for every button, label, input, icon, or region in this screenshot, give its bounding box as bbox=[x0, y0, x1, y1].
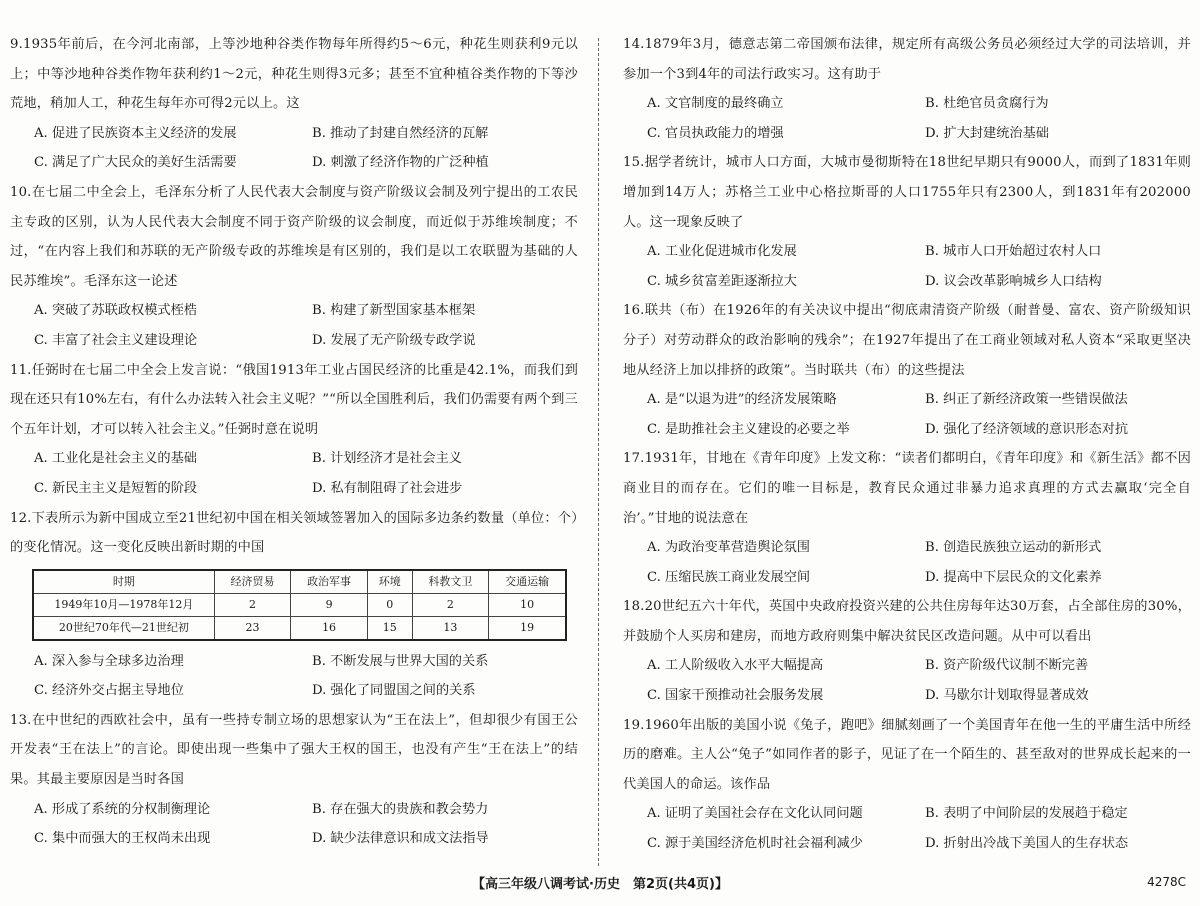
option-c: C. 源于美国经济危机时社会福利减少 bbox=[647, 836, 863, 852]
table-header: 经济贸易 bbox=[214, 570, 291, 594]
question-stem: 11.任弼时在七届二中全会上发言说：“俄国1913年工业占国民经济的比重是42.1%，而我们到现在还只有10%左右，有什么办法转入社会主义呢？”“所以全国胜利后，我们仍需要有两个到三个五年计划，才可以转入社会主义。”任弼时意在说明 bbox=[10, 362, 578, 437]
question-10 bbox=[10, 178, 578, 356]
table-header: 交通运输 bbox=[489, 570, 566, 594]
option-d: D. 提高中下层民众的文化素养 bbox=[925, 569, 1102, 585]
option-c: C. 官员执政能力的增强 bbox=[647, 125, 784, 141]
question-stem: 18.20世纪五六十年代，英国中央政府投资兴建的公共住房每年达30万套，占全部住房的30%，并鼓励个人买房和建房，而地方政府则集中解决贫民区改造问题。从中可以看出 bbox=[623, 599, 1191, 644]
option-a: A. 文官制度的最终确立 bbox=[647, 96, 784, 112]
table-cell: 15 bbox=[367, 616, 412, 640]
table-cell: 16 bbox=[291, 616, 368, 640]
question-stem: 15.据学者统计，城市人口方面，大城市曼彻斯特在18世纪早期只有9000人，而到了1831年则增加到14万人；苏格兰工业中心格拉斯哥的人口1755年只有2300人，到1831年有202000人。这一现象反映了 bbox=[623, 155, 1191, 230]
option-c: C. 丰富了社会主义建设理论 bbox=[34, 332, 198, 348]
option-d: D. 议会改革影响城乡人口结构 bbox=[925, 273, 1102, 289]
option-b: B. 存在强大的贵族和教会势力 bbox=[312, 801, 489, 817]
question-17 bbox=[623, 444, 1191, 592]
option-a: A. 工业化是社会主义的基础 bbox=[34, 451, 197, 467]
question-9 bbox=[10, 30, 578, 178]
table-cell: 1949年10月—1978年12月 bbox=[33, 593, 214, 616]
table-header-row bbox=[33, 570, 566, 594]
question-stem: 13.在中世纪的西欧社会中，虽有一些持专制立场的思想家认为“王在法上”，但却很少有国王公开发表“王在法上”的言论。即使出现一些集中了强大王权的国王，也没有产生“王在法上”的结果。其最主要原因是当时各国 bbox=[10, 712, 578, 788]
question-stem: 19.1960年出版的美国小说《兔子，跑吧》细腻刻画了一个美国青年在他一生的平庸生活中所经历的磨难。主人公“兔子”如同作者的影子，见证了在一个陌生的、甚至敌对的世界成长起来的一代美国人的命运。该作品 bbox=[623, 717, 1191, 792]
question-18 bbox=[623, 592, 1191, 710]
column-divider bbox=[598, 38, 599, 866]
table-header: 科教文卫 bbox=[412, 570, 489, 594]
option-b: B. 计划经济才是社会主义 bbox=[312, 451, 462, 467]
option-b: B. 推动了封建自然经济的瓦解 bbox=[312, 125, 489, 141]
option-d: D. 强化了经济领域的意识形态对抗 bbox=[925, 421, 1129, 437]
question-stem: 14.1879年3月，德意志第二帝国颁布法律，规定所有高级公务员必须经过大学的司法培训，并参加一个3到4年的司法行政实习。这有助于 bbox=[623, 37, 1191, 82]
option-c: C. 集中而强大的王权尚未出现 bbox=[34, 831, 211, 847]
question-14 bbox=[623, 30, 1191, 148]
table-cell: 13 bbox=[412, 616, 489, 640]
option-d: D. 私有制阻碍了社会进步 bbox=[312, 480, 463, 496]
option-b: B. 表明了中间阶层的发展趋于稳定 bbox=[925, 806, 1128, 822]
option-a: A. 促进了民族资本主义经济的发展 bbox=[34, 125, 237, 141]
question-stem: 17.1931年，甘地在《青年印度》上发文称：“读者们都明白，《青年印度》和《新生活》都不因商业目的而存在。它们的唯一目标是，教育民众通过非暴力追求真理的方式去赢取‘完全自治’。”甘地的说法意在 bbox=[623, 451, 1191, 526]
question-13 bbox=[10, 706, 578, 854]
table-cell: 2 bbox=[214, 593, 291, 616]
option-d: D. 强化了同盟国之间的关系 bbox=[312, 683, 476, 699]
option-a: A. 证明了美国社会存在文化认同问题 bbox=[647, 806, 863, 822]
option-c: C. 国家干预推动社会服务发展 bbox=[647, 688, 824, 704]
option-d: D. 发展了无产阶级专政学说 bbox=[312, 332, 476, 348]
table-cell: 19 bbox=[489, 616, 566, 640]
option-b: B. 纠正了新经济政策一些错误做法 bbox=[925, 392, 1128, 408]
question-11 bbox=[10, 356, 578, 504]
table-cell: 10 bbox=[489, 593, 566, 616]
option-b: B. 创造民族独立运动的新形式 bbox=[925, 540, 1102, 556]
option-d: D. 扩大封建统治基础 bbox=[925, 125, 1049, 141]
table-row bbox=[33, 593, 566, 616]
treaty-table bbox=[32, 569, 567, 641]
option-d: D. 刺激了经济作物的广泛种植 bbox=[312, 155, 489, 171]
option-b: B. 城市人口开始超过农村人口 bbox=[925, 244, 1102, 260]
option-b: B. 构建了新型国家基本框架 bbox=[312, 303, 476, 319]
question-stem: 16.联共（布）在1926年的有关决议中提出“彻底肃清资产阶级（耐普曼、富农、资产阶级知识分子）对劳动群众的政治影响的残余”；在1927年提出了在工商业领域对私人资本“采取更坚决地从经济上加以排挤的政策”。当时联共（布）的这些提法 bbox=[623, 303, 1191, 378]
option-a: A. 工业化促进城市化发展 bbox=[647, 244, 797, 260]
option-c: C. 满足了广大民众的美好生活需要 bbox=[34, 155, 237, 171]
question-16 bbox=[623, 296, 1191, 444]
option-c: C. 城乡贫富差距逐渐拉大 bbox=[647, 273, 797, 289]
option-a: A. 为政治变革营造舆论氛围 bbox=[647, 540, 810, 556]
option-c: C. 压缩民族工商业发展空间 bbox=[647, 569, 811, 585]
table-cell: 2 bbox=[412, 593, 489, 616]
table-header: 政治军事 bbox=[291, 570, 368, 594]
option-a: A. 是“以退为进”的经济发展策略 bbox=[647, 392, 837, 408]
question-12 bbox=[10, 504, 578, 706]
table-row bbox=[33, 616, 566, 640]
table-cell: 9 bbox=[291, 593, 368, 616]
option-c: C. 新民主主义是短暂的阶段 bbox=[34, 480, 198, 496]
option-c: C. 经济外交占据主导地位 bbox=[34, 683, 184, 699]
question-stem: 12.下表所示为新中国成立至21世纪初中国在相关领域签署加入的国际多边条约数量（单位：个）的变化情况。这一变化反映出新时期的中国 bbox=[10, 510, 578, 556]
question-15 bbox=[623, 148, 1191, 296]
option-a: A. 工人阶级收入水平大幅提高 bbox=[647, 658, 824, 674]
table-cell: 23 bbox=[214, 616, 291, 640]
left-column bbox=[10, 30, 578, 854]
option-a: A. 突破了苏联政权模式桎梏 bbox=[34, 303, 197, 319]
question-stem: 10.在七届二中全会上，毛泽东分析了人民代表大会制度与资产阶级议会制及列宁提出的工农民主专政的区别，认为人民代表大会制度不同于资产阶级的议会制度，而近似于苏维埃制度；不过，“在内容上我们和苏联的无产阶级专政的苏维埃是有区别的，我们是以工农联盟为基础的人民苏维埃”。毛泽东这一论述 bbox=[10, 184, 578, 289]
option-c: C. 是助推社会主义建设的必要之举 bbox=[647, 421, 850, 437]
option-a: A. 深入参与全球多边治理 bbox=[34, 653, 184, 669]
option-d: D. 缺少法律意识和成文法指导 bbox=[312, 831, 489, 847]
option-b: B. 杜绝官员贪腐行为 bbox=[925, 96, 1049, 112]
option-b: B. 不断发展与世界大国的关系 bbox=[312, 653, 489, 669]
table-cell: 20世纪70年代—21世纪初 bbox=[33, 616, 214, 640]
table-cell: 0 bbox=[367, 593, 412, 616]
question-stem: 9.1935年前后，在今河北南部，上等沙地种谷类作物每年所得约5～6元，种花生则获利9元以上；中等沙地种谷类作物年获利约1～2元，种花生则得3元多；甚至不宜种植谷类作物的下等沙荒地，稍加人工，种花生每年亦可得2元以上。这 bbox=[10, 37, 578, 112]
option-d: D. 马歇尔计划取得显著成效 bbox=[925, 688, 1089, 704]
page-footer: 【高三年级八调考试·历史 第2页(共4页)】 bbox=[472, 877, 728, 892]
option-d: D. 折射出冷战下美国人的生存状态 bbox=[925, 836, 1129, 852]
option-a: A. 形成了系统的分权制衡理论 bbox=[34, 801, 211, 817]
question-19 bbox=[623, 711, 1191, 859]
paper-code: 4278C bbox=[1147, 875, 1186, 889]
table-header: 环境 bbox=[367, 570, 412, 594]
option-b: B. 资产阶级代议制不断完善 bbox=[925, 658, 1089, 674]
right-column bbox=[623, 30, 1191, 859]
table-header: 时期 bbox=[33, 570, 214, 594]
